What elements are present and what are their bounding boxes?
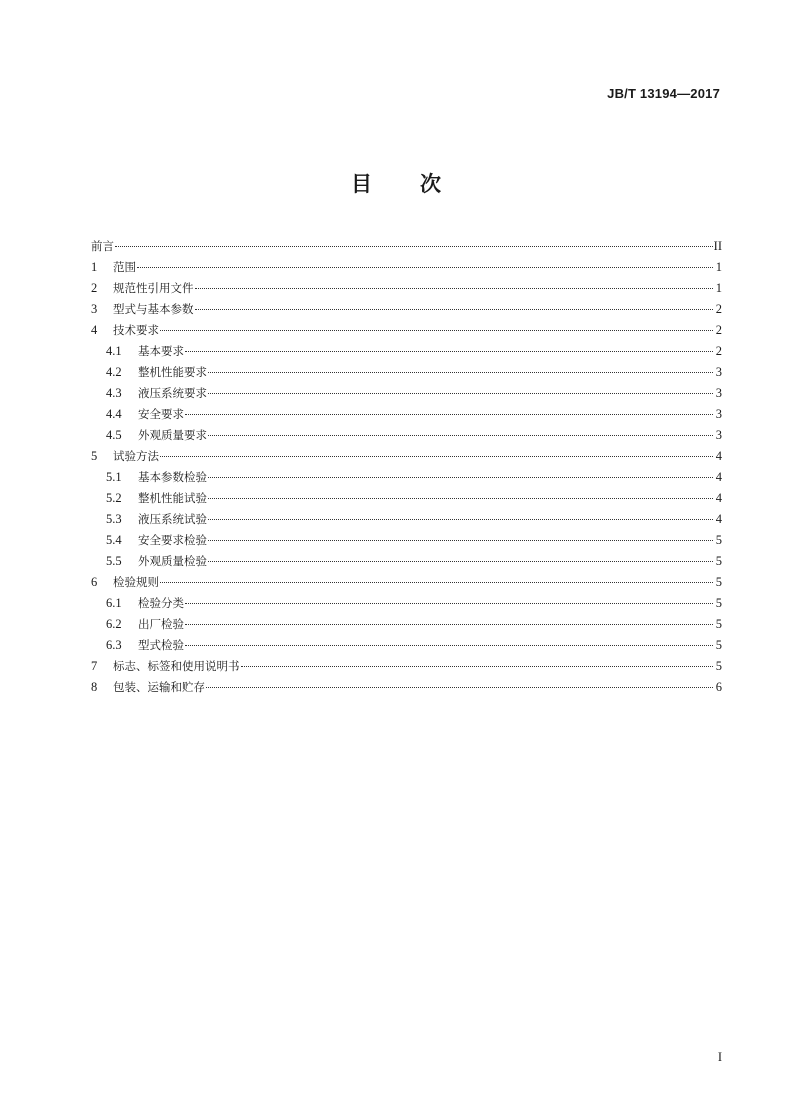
toc-entry-page: 2 <box>715 344 722 358</box>
toc-entry-page: 5 <box>715 596 722 610</box>
toc-entry-number: 5 <box>91 449 98 463</box>
toc-entry-label: 安全要求检验 <box>138 533 207 547</box>
toc-entry-number: 5.1 <box>106 470 122 484</box>
toc-entry-number: 2 <box>91 281 98 295</box>
toc-entry[interactable] <box>91 467 722 488</box>
toc-dot-leader <box>185 644 713 646</box>
toc-entry-number: 7 <box>91 659 98 673</box>
toc-entry[interactable] <box>91 278 722 299</box>
table-of-contents <box>91 236 722 698</box>
toc-entry[interactable] <box>91 551 722 572</box>
toc-entry-number: 6 <box>91 575 98 589</box>
toc-dot-leader <box>195 287 714 289</box>
toc-entry[interactable] <box>91 425 722 446</box>
toc-entry-label: 基本要求 <box>138 344 184 358</box>
toc-entry-label: 检验规则 <box>113 575 159 589</box>
toc-entry-page: II <box>713 239 722 253</box>
toc-entry-number: 8 <box>91 680 98 694</box>
toc-entry-page: 4 <box>715 449 722 463</box>
toc-entry-label: 试验方法 <box>113 449 159 463</box>
toc-entry-page: 5 <box>715 533 722 547</box>
toc-dot-leader <box>185 350 713 352</box>
toc-entry-number: 6.3 <box>106 638 122 652</box>
toc-entry-label: 范围 <box>113 260 136 274</box>
toc-entry-number: 4.5 <box>106 428 122 442</box>
toc-entry-page: 2 <box>715 302 722 316</box>
toc-entry-label: 技术要求 <box>113 323 159 337</box>
toc-entry[interactable] <box>91 404 722 425</box>
toc-entry-number: 6.2 <box>106 617 122 631</box>
toc-entry-label: 型式与基本参数 <box>113 302 194 316</box>
toc-entry[interactable] <box>91 446 722 467</box>
toc-entry-number: 4 <box>91 323 98 337</box>
toc-entry-number: 4.1 <box>106 344 122 358</box>
toc-entry[interactable] <box>91 362 722 383</box>
toc-entry-label: 整机性能要求 <box>138 365 207 379</box>
toc-entry-label: 包装、运输和贮存 <box>113 680 205 694</box>
toc-entry[interactable] <box>91 341 722 362</box>
toc-dot-leader <box>160 329 713 331</box>
toc-entry-label: 检验分类 <box>138 596 184 610</box>
toc-dot-leader <box>208 539 713 541</box>
toc-dot-leader <box>160 455 713 457</box>
toc-dot-leader <box>208 476 713 478</box>
toc-entry-page: 5 <box>715 554 722 568</box>
toc-entry[interactable] <box>91 236 722 257</box>
toc-entry[interactable] <box>91 593 722 614</box>
toc-entry-number: 4.2 <box>106 365 122 379</box>
toc-entry-page: 5 <box>715 617 722 631</box>
toc-dot-leader <box>195 308 714 310</box>
toc-entry-page: 3 <box>715 386 722 400</box>
toc-entry-page: 5 <box>715 638 722 652</box>
toc-dot-leader <box>206 686 713 688</box>
toc-entry-label: 标志、标签和使用说明书 <box>113 659 240 673</box>
toc-entry[interactable] <box>91 635 722 656</box>
toc-entry-page: 4 <box>715 491 722 505</box>
toc-entry-page: 2 <box>715 323 722 337</box>
page-number: I <box>717 1050 722 1064</box>
toc-entry-number: 5.5 <box>106 554 122 568</box>
toc-entry-label: 液压系统要求 <box>138 386 207 400</box>
toc-entry[interactable] <box>91 383 722 404</box>
toc-entry[interactable] <box>91 614 722 635</box>
toc-entry[interactable] <box>91 299 722 320</box>
page-title: 目次 <box>351 172 489 196</box>
toc-entry-label: 基本参数检验 <box>138 470 207 484</box>
toc-entry-label: 外观质量检验 <box>138 554 207 568</box>
toc-dot-leader <box>208 392 713 394</box>
document-number: JB/T 13194—2017 <box>607 86 720 101</box>
toc-entry-page: 3 <box>715 407 722 421</box>
toc-dot-leader <box>185 602 713 604</box>
toc-dot-leader <box>241 665 714 667</box>
toc-entry-label: 出厂检验 <box>138 617 184 631</box>
toc-entry-page: 4 <box>715 512 722 526</box>
toc-entry[interactable] <box>91 677 722 698</box>
toc-dot-leader <box>208 518 713 520</box>
toc-entry-label: 整机性能试验 <box>138 491 207 505</box>
toc-entry[interactable] <box>91 530 722 551</box>
toc-entry-label: 液压系统试验 <box>138 512 207 526</box>
toc-entry-label: 型式检验 <box>138 638 184 652</box>
toc-entry-page: 4 <box>715 470 722 484</box>
toc-entry[interactable] <box>91 656 722 677</box>
toc-dot-leader <box>208 497 713 499</box>
toc-entry-number: 4.3 <box>106 386 122 400</box>
toc-entry-number: 5.2 <box>106 491 122 505</box>
toc-dot-leader <box>137 266 713 268</box>
toc-entry-number: 5.3 <box>106 512 122 526</box>
toc-dot-leader <box>208 434 713 436</box>
toc-entry-label: 外观质量要求 <box>138 428 207 442</box>
toc-entry-page: 5 <box>715 659 722 673</box>
toc-entry-label: 前言 <box>91 239 114 253</box>
toc-entry-page: 3 <box>715 365 722 379</box>
toc-dot-leader <box>115 245 713 247</box>
toc-entry[interactable] <box>91 488 722 509</box>
toc-entry-page: 6 <box>715 680 722 694</box>
toc-entry-page: 5 <box>715 575 722 589</box>
toc-entry-page: 1 <box>715 260 722 274</box>
toc-entry[interactable] <box>91 257 722 278</box>
toc-entry-page: 1 <box>715 281 722 295</box>
toc-dot-leader <box>185 623 713 625</box>
toc-entry-number: 5.4 <box>106 533 122 547</box>
toc-entry[interactable] <box>91 509 722 530</box>
toc-entry-number: 1 <box>91 260 98 274</box>
toc-dot-leader <box>208 371 713 373</box>
toc-entry-label: 安全要求 <box>138 407 184 421</box>
toc-dot-leader <box>208 560 713 562</box>
toc-entry[interactable] <box>91 320 722 341</box>
toc-entry-label: 规范性引用文件 <box>113 281 194 295</box>
toc-entry[interactable] <box>91 572 722 593</box>
toc-entry-page: 3 <box>715 428 722 442</box>
toc-dot-leader <box>160 581 713 583</box>
toc-entry-number: 6.1 <box>106 596 122 610</box>
toc-entry-number: 4.4 <box>106 407 122 421</box>
toc-dot-leader <box>185 413 713 415</box>
toc-entry-number: 3 <box>91 302 98 316</box>
